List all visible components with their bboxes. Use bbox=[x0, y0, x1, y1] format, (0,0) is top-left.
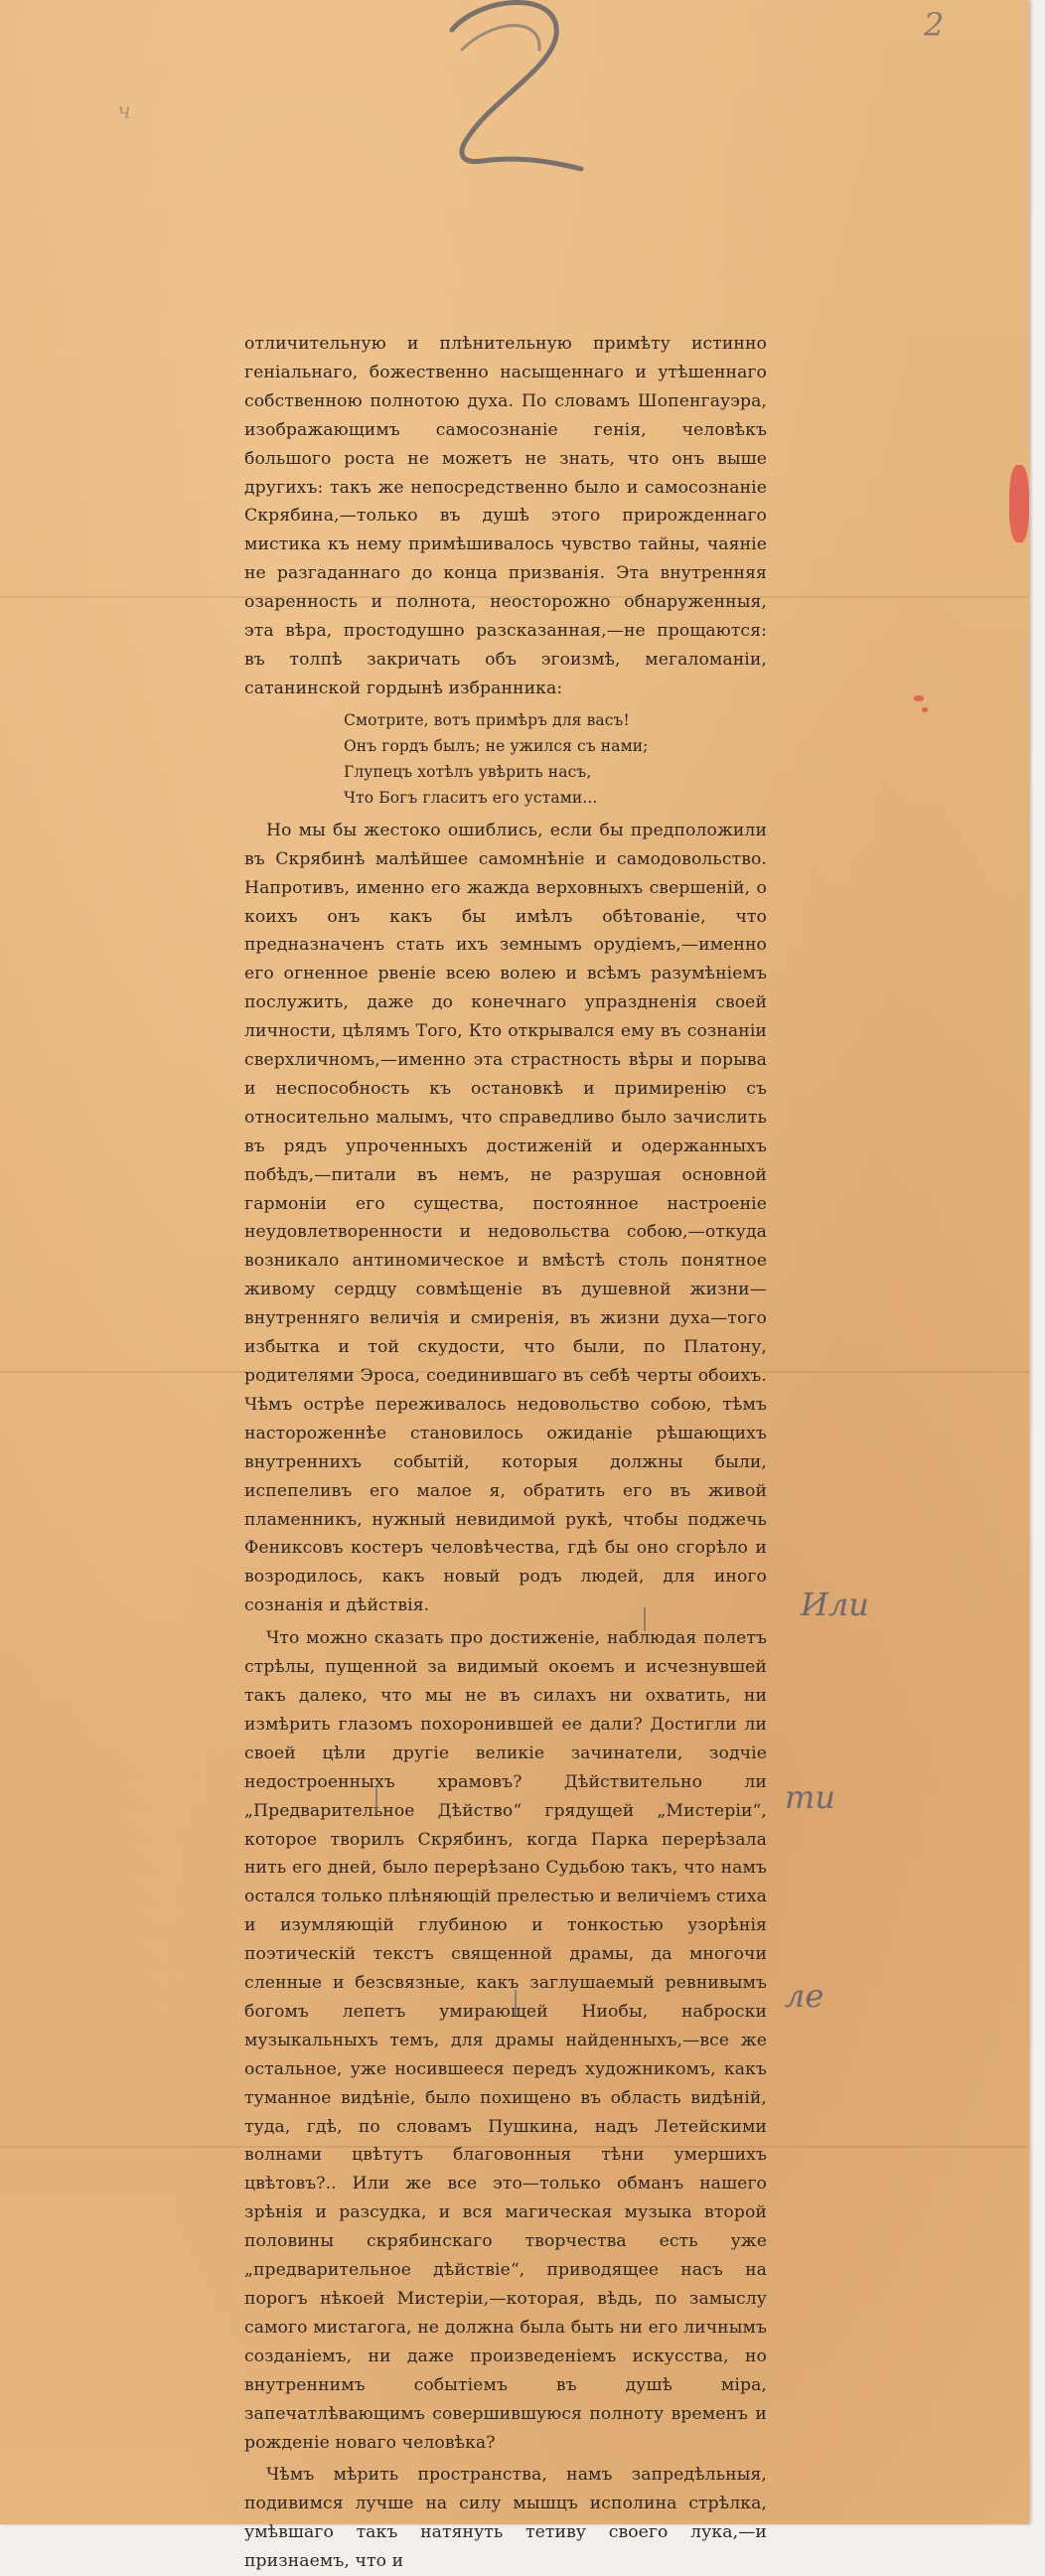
paragraph: Чѣмъ мѣрить пространства, намъ запредѣльныя, подивимся лучше на силу мышцъ исполина стрѣлка, умѣвшаго такъ натянуть тетиву своего лука,—и признаемъ, что и bbox=[244, 2465, 767, 2572]
corner-number-mark: 2 bbox=[924, 6, 945, 44]
paragraph: отличительную и плѣнительную примѣту истинно генiальнаго, божественно насыщеннаго и утѣшеннаго собственною полнотою духа. По словамъ Шопенгауэра, изображающимъ самосознанiе генiя, человѣкъ большого роста не можетъ не знать, что онъ выше другихъ: такъ же непосредственно было и самосознанiе Скрябина,—только въ душѣ этого прирожденнаго мистика къ нему примѣшивалось чувство тайны, чаянiе не разгаданнаго до конца призванiя. Эта внутренняя озаренность и полнота, неосторожно обнаруженныя, эта вѣра, простодушно разсказанная,—не прощаются: въ толпѣ закричать объ эгоизмѣ, мегаломанiи, сатанинской гордынѣ избранника: bbox=[244, 334, 767, 698]
red-stain bbox=[1009, 465, 1029, 542]
document-text bbox=[244, 330, 767, 2576]
margin-note: ле bbox=[785, 1977, 824, 2015]
poem-line: Смотрите, вотъ примѣръ для васъ! bbox=[344, 710, 630, 729]
handwritten-page-number bbox=[422, 0, 591, 189]
margin-note: ти bbox=[785, 1778, 835, 1816]
poem-line: Что Богъ гласитъ его устами... bbox=[344, 788, 598, 807]
pencil-mark bbox=[644, 1607, 646, 1631]
red-stain bbox=[914, 695, 924, 701]
pencil-mark bbox=[375, 1786, 377, 1812]
corner-faint-mark: ч bbox=[117, 99, 131, 124]
margin-note: Или bbox=[801, 1586, 869, 1623]
red-stain bbox=[922, 707, 928, 712]
paragraph: Что можно сказать про достиженiе, наблюдая полетъ стрѣлы, пущенной за видимый окоемъ и исчезнувшей такъ далеко, что мы не въ силахъ ни охватить, ни измѣрить глазомъ похоронившей ее дали? Достигли ли своей цѣли другiе великiе зачинатели, зодчiе недостроенныхъ храмовъ? Дѣйствительно ли „Предварительное Дѣйство“ грядущей „Мистерiи“, которое творилъ Скрябинъ, когда Парка перерѣзала нить его дней, было перерѣзано Судьбою такъ, что намъ остался только плѣняющiй прелестью и величiемъ стиха и изумляющiй глубиною и тонкостью узорѣнiя поэтическiй текстъ священной драмы, да многочи сленные и безсвязные, какъ заглушаемый ревнивымъ богомъ лепетъ умирающей Ниобы, наброски музыкальныхъ темъ, для драмы найденныхъ,—все же остальное, уже носившееся передъ художникомъ, какъ туманное видѣнiе, было похищено въ область видѣнiй, туда, гдѣ, по словамъ Пушкина, надъ Летейскими волнами цвѣтутъ благовонныя тѣни умершихъ цвѣтовъ?.. Или же все это—только обманъ нашего зрѣнiя и разсудка, и вся магическая музыка второй половины скрябинскаго творчества есть уже „предварительное дѣйствiе“, приводящее насъ на порогъ нѣкоей Мистерiи,—которая, вѣдь, по замыслу самого мистагога, не должна была быть ни его личнымъ созданiемъ, ни даже произведенiемъ искусства, но внутреннимъ событiемъ въ душѣ мiра, запечатлѣвающимъ совершившуюся полноту временъ и рожденiе новаго человѣка? bbox=[244, 1628, 767, 2453]
poem-quote bbox=[344, 707, 767, 811]
poem-line: Глупецъ хотѣлъ увѣрить насъ, bbox=[344, 762, 592, 781]
poem-line: Онъ гордъ былъ; не ужился съ нами; bbox=[344, 736, 649, 755]
pencil-mark bbox=[515, 1990, 517, 2016]
paragraph: Но мы бы жестоко ошиблись, если бы предположили въ Скрябинѣ малѣйшее самомнѣнiе и самодовольство. Напротивъ, именно его жажда верховныхъ свершенiй, о коихъ онъ какъ бы имѣлъ обѣтованiе, что предназначенъ стать ихъ земнымъ орудiемъ,—именно его огненное рвенiе всею волею и всѣмъ разумѣнiемъ послужить, даже до конечнаго упраздненiя своей личности, цѣлямъ Того, Кто открывался ему въ сознанiи сверхличномъ,—именно эта страстность вѣры и порыва и неспособность къ остановкѣ и примиренiю съ относительно малымъ, что справедливо было зачислить въ рядъ упроченныхъ достиженiй и одержанныхъ побѣдъ,—питали въ немъ, не разрушая основной гармонiи его существа, постоянное настроенiе неудовлетворенности и недовольства собою,—откуда возникало антиномическое и вмѣстѣ столь понятное живому сердцу совмѣщенiе въ душевной жизни—внутренняго величiя и смиренiя, въ жизни духа—того избытка и той скудости, что были, по Платону, родителями Эроса, соединившаго въ себѣ черты обоихъ. Чѣмъ острѣе переживалось недовольство собою, тѣмъ настороженнѣе становилось ожиданiе рѣшающихъ внутреннихъ событiй, которыя должны были, испепеливъ его малое я, обратить его въ живой пламенникъ, нужный невидимой рукѣ, чтобы поджечь Фениксовъ костеръ человѣчества, гдѣ бы оно сгорѣло и возродилось, какъ новый родъ людей, для иного сознанiя и дѣйствiя. bbox=[244, 820, 767, 1616]
